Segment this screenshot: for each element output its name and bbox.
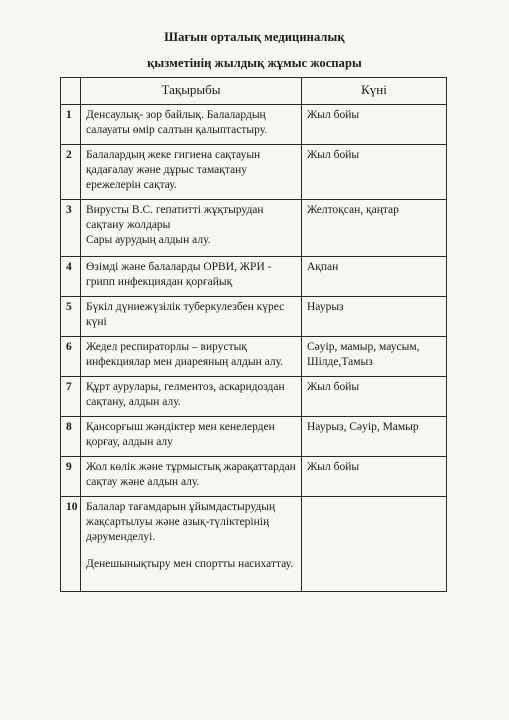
- row-number: 2: [61, 145, 81, 200]
- row-topic: [81, 497, 302, 592]
- row-date: Жыл бойы: [302, 105, 447, 145]
- table-row: [61, 497, 447, 592]
- table-row: [61, 417, 447, 457]
- row-topic: [81, 105, 302, 145]
- row-date: Наурыз, Сәуір, Мамыр: [302, 417, 447, 457]
- row-topic: [81, 417, 302, 457]
- row-number: 8: [61, 417, 81, 457]
- table-row: [61, 105, 447, 145]
- row-number: 1: [61, 105, 81, 145]
- topic-text: Вирусты В.С. гепатитті жұқтырудан сақтану жолдары: [86, 204, 264, 231]
- row-date: [302, 497, 447, 592]
- topic-text: Балалардың жеке гигиена сақтауын қадағалау және дұрыс тамақтану ережелерін сақтау.: [86, 149, 261, 191]
- table-row: [61, 257, 447, 297]
- work-plan-table: [60, 77, 447, 592]
- topic-text: Бүкіл дүниежүзілік туберкулезбен күрес күні: [86, 301, 285, 328]
- row-date: Ақпан: [302, 257, 447, 297]
- table-row: [61, 145, 447, 200]
- row-number: 7: [61, 377, 81, 417]
- row-number: 5: [61, 297, 81, 337]
- table-row: [61, 200, 447, 257]
- row-topic: [81, 145, 302, 200]
- topic-text: Қансорғыш жәндіктер мен кенелерден қорғау, алдын алу: [86, 421, 275, 448]
- row-number: 6: [61, 337, 81, 377]
- table-row: [61, 337, 447, 377]
- row-number: 4: [61, 257, 81, 297]
- row-topic: [81, 377, 302, 417]
- topic-text: Жол көлік және тұрмыстық жарақаттардан сақтау және алдын алу.: [86, 461, 296, 488]
- row-topic: [81, 257, 302, 297]
- row-topic: [81, 297, 302, 337]
- row-topic: [81, 457, 302, 497]
- row-topic: [81, 200, 302, 257]
- topic-text: Құрт аурулары, гелментоз, аскаридоздан сақтану, алдын алу.: [86, 381, 285, 408]
- row-date: Наурыз: [302, 297, 447, 337]
- document-title: Шағын орталық медициналық: [164, 30, 345, 44]
- column-header-date: Күні: [302, 78, 447, 105]
- column-header-topic: Тақырыбы: [81, 78, 302, 105]
- table-row: [61, 297, 447, 337]
- row-date: Сәуір, мамыр, маусым, Шілде,Тамыз: [302, 337, 447, 377]
- row-date: Жыл бойы: [302, 145, 447, 200]
- table-row: [61, 377, 447, 417]
- row-date: Жыл бойы: [302, 457, 447, 497]
- row-number: 10: [61, 497, 81, 592]
- topic-text: Сары аурудың алдын алу.: [86, 234, 211, 246]
- document-subtitle: қызметінің жылдық жұмыс жоспары: [147, 56, 362, 70]
- row-number: 9: [61, 457, 81, 497]
- row-topic: [81, 337, 302, 377]
- row-date: Жыл бойы: [302, 377, 447, 417]
- topic-text: Жедел респираторлы – вирустық инфекциялар мен диареяның алдын алу.: [86, 341, 284, 368]
- table-header-row: [61, 78, 447, 105]
- column-header-number: [61, 78, 81, 105]
- topic-text: Балалар тағамдарын ұйымдастырудың жақсартылуы және азық-түліктерінің дәруменделуі.: [86, 501, 276, 543]
- topic-text: Денешынықтыру мен спортты насихаттау.: [86, 558, 294, 570]
- table-row: [61, 457, 447, 497]
- topic-text: Өзімді және балаларды ОРВИ, ЖРИ - грипп инфекциядан қорғайық: [86, 261, 272, 288]
- row-date: Желтоқсан, қаңтар: [302, 200, 447, 257]
- topic-text: Денсаулық- зор байлық. Балалардың салауаты өмір салтын қалыптастыру.: [86, 109, 268, 136]
- row-number: 3: [61, 200, 81, 257]
